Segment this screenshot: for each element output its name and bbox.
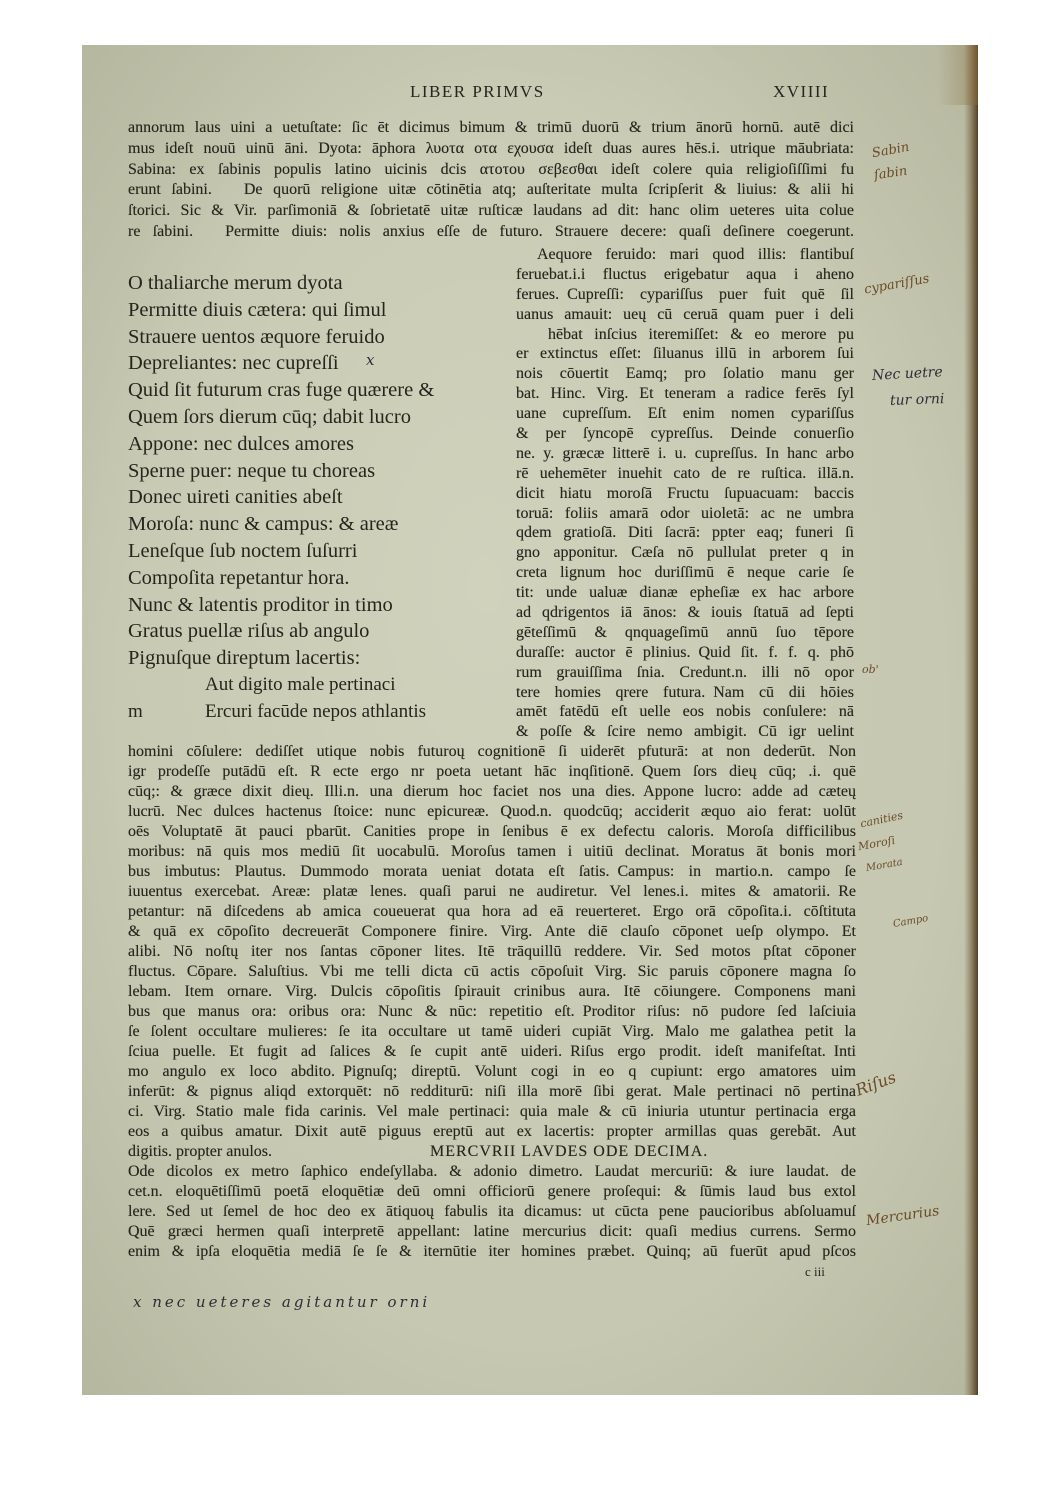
commentary-bottom — [128, 742, 856, 1262]
commentary-line: & quā ex cōpoſito decreuerāt Componere finire. Virg. Ante diē clauſo cōponet ueſp olympo. Et — [128, 923, 856, 940]
commentary-line: uane cupreſſum. Eſt enim nomen cypariſſus — [516, 405, 854, 423]
commentary-line: gno apponitur. Cæſa nō pullulat preter q in — [516, 544, 854, 562]
marginal-note: Nec uetre — [871, 364, 944, 384]
commentary-bottom-lines — [128, 742, 856, 1142]
commentary-line: hēbat inſcius iteremiſſet: & eo merore pu — [548, 325, 854, 343]
commentary-line: ſciua puelle. Et fugit ad ſalices & ſe cupit antē uideri. Riſus ergo prodit. ideſt manifeſtat. Inti — [128, 1043, 856, 1060]
commentary-line: & poſſe & ſcire nemo ambigit. Cū igr uelint — [516, 723, 854, 741]
commentary-line: Aequore feruido: mari quod illis: flantibuſ — [537, 246, 854, 263]
commentary-line: duraſſe: auctor ē plinius. Quid ſit. f. f. q. phō — [516, 643, 854, 661]
commentary-line: homini cōſulere: dediſſet utique nobis futuroų cognitionē ſi uiderēt pfuturā: at non dederūt. Non — [128, 743, 856, 760]
ode-line: Donec uireti canities abeſt — [128, 486, 343, 509]
commentary-line: uanus amauit: ueų cū ceruā quam puer i deli — [516, 305, 854, 323]
marginal-note: cypariſſus — [863, 271, 931, 298]
commentary-line: alibi. Nō noſtų iter nos ſantas cōponer lites. Itē trāquillū reddere. Vir. Sed motos pſtat cōponer — [128, 943, 856, 960]
commentary-line: igr prodeſſe putādū eſt. R ecte ergo nr poeta uetant hāc inqſitionē. Quem ſors dieų cūq; .i. quē — [128, 763, 856, 780]
marginal-note: Morata — [865, 856, 904, 875]
commentary-line: cūq;: & græce dixit dieų. Illi.n. una dierum hoc faciet nos una dies. Appone lucro: adde ad cæteų — [128, 783, 856, 800]
commentary-line: Quē græci hermen quaſi interpretē appellant: latine mercurius dicit: quaſi medius currens. Sermo — [128, 1223, 856, 1240]
marginal-note: Riſus — [852, 1067, 899, 1100]
commentary-line: erunt ſabini. De quorū religione uitæ cōtinētia atq; auſteritate multa ſcripſerit & liuius: & alii hi — [128, 181, 854, 199]
ode-line: Nunc & latentis proditor in timo — [128, 593, 393, 616]
commentary-line: ad qdrigentos iā ānos: & iouis ſtatuā ad ſepti — [516, 604, 854, 622]
ode-line: Leneſque ſub noctem ſuſurri — [128, 539, 358, 562]
commentary-line: ne. y. græcæ litterē i. u. cupreſſus. In hanc arbo — [516, 444, 854, 462]
ode-line: Strauere uentos æquore feruido — [128, 325, 385, 348]
ode-line: Gratus puellæ riſus ab angulo — [128, 620, 370, 643]
footer-annotation: x nec ueteres agitantur orni — [133, 1293, 431, 1311]
commentary-top — [128, 118, 854, 243]
insertion-mark: x — [366, 351, 375, 369]
commentary-line: creta lignum hoc duriſſimū ē neque carie ſe — [516, 564, 854, 582]
commentary-line: bus imbutus: Plautus. Dummodo morata ueniat dotata eſt ſatis. Campus: in martio.n. campo ſe — [128, 863, 856, 880]
commentary-line: bat. Hinc. Virg. Et teneram a radice ferēs ſyl — [516, 385, 854, 403]
page-edge-shadow — [964, 45, 978, 1395]
ode-line: Aut digito male pertinaci — [205, 673, 396, 695]
commentary-line-end: digitis. propter anulos. — [128, 1143, 272, 1160]
ode-line: Ercuri facūde nepos athlantis — [205, 701, 427, 722]
commentary-line: toruā: foliis amarā odor uioletā: ac ne umbra — [516, 504, 854, 522]
commentary-line: Sabina: ex ſabinis populis latino uicinis dcis ατοτου σεβεσθαι ideſt colere quia religioſiſſimi fu — [128, 160, 854, 178]
marginal-note: ob' — [862, 663, 879, 676]
commentary-line: & per ſyncopē cypreſſus. Deinde conuerſio — [516, 425, 854, 443]
ode-line: Quid ſit futurum cras fuge quærere & — [128, 379, 435, 402]
commentary-line: inferūt: & pignus aliqd extorquēt: nō redditurū: niſi illa morē ſibi gerat. Male pertinaci nō pertina — [128, 1083, 856, 1100]
marginal-note: Moroſi — [857, 833, 897, 854]
commentary-line: feruebat.i.i fluctus erigebatur aqua i aheno — [516, 265, 854, 283]
page-corner-stain — [938, 45, 978, 105]
ode-line: Permitte diuis cætera: qui ſimul — [128, 298, 387, 321]
commentary-line: lebam. Item ornare. Virg. Dulcis cōpoſitis ſpirauit crinibus aura. Itē cōiungere. Componens mani — [128, 983, 856, 1000]
ode-line: Sperne puer: neque tu choreas — [128, 459, 376, 482]
commentary-line: petantur: nā diſcedens ab amica coueuerat qua hora ad eā reuerteret. Ergo orā cōpoſita.i. cōſtituta — [128, 903, 856, 920]
commentary-line: mo angulo ex loco abdito. Pignuſq; direptū. Volunt cogi in eo q cupiunt: ergo amatores uim — [128, 1063, 856, 1080]
ode-introduction — [128, 1162, 856, 1262]
commentary-line: gēteſſimū & qnquageſimū annū ſuo tēpore — [516, 623, 854, 641]
commentary-line: qdem gratioſā. Diti ſacrā: ppter eaq; funeri ſi — [516, 524, 854, 542]
signature-mark: c iii — [805, 1264, 825, 1279]
marginal-note: Mercurius — [865, 1202, 941, 1230]
marginal-note: Campo — [892, 913, 930, 931]
commentary-line: er extinctus eſſet: ſiluanus illū in arborem ſui — [516, 345, 854, 363]
commentary-line: rum grauiſſima ſnia. Credunt.n. illi nō opor — [516, 663, 854, 681]
ode-line: Quem ſors dierum cūq; dabit lucro — [128, 405, 411, 428]
commentary-line: tit: unde ualuæ dianæ epheſiæ ex hac arbore — [516, 584, 854, 602]
commentary-line: lere. Sed ut ſemel de hoc deo ex ātiquoų fabulis ita dicamus: ut cūcta pene paucioribus abſoluamuſ — [128, 1203, 856, 1220]
commentary-line: nois cōuertit Eamq; pro ſolatio manu ger — [516, 365, 854, 383]
commentary-line: moribus: nā quis mos mediū ſit uocabulū. Moroſus tamen i uitiū declinat. Moratus āt bonis mori — [128, 843, 856, 860]
commentary-line: tere homies qrere futura. Nam cū dii hōies — [516, 683, 854, 701]
marginal-note: ſabin — [873, 163, 909, 184]
guide-letter: m — [128, 701, 143, 722]
commentary-line: eos a quibus amatur. Dixit autē piguus ereptū aut ex lacertis: propter armillas quas gerebāt. Aut — [128, 1123, 856, 1140]
folio-number: XVIIII — [773, 82, 830, 101]
marginal-note: canities — [859, 808, 905, 831]
commentary-line: mus ideſt nouū uinū āni. Dyota: āphora λυοτα οτα εχουσα ideſt duas aures hēs.i. utrique māubriata: — [128, 139, 854, 157]
commentary-line: oēs Voluptatē āt pauci pbarūt. Canities prope in ſenibus ē ex defectu caloris. Moroſa difficilibus — [128, 823, 856, 840]
ode-text — [128, 270, 514, 699]
ode-line: Pignuſque direptum lacertis: — [128, 647, 361, 670]
commentary-line: enim & ipſa eloquētia mediā ſe ſe & iternūtie iter homines præbet. Quinq; aū fuerūt apud pſcos — [128, 1243, 856, 1260]
ode-line: Compoſita repetantur hora. — [128, 566, 350, 589]
commentary-line: ſe ſolent occultare mulieres: ſe ita occultare ut tamē uideri cupiāt Virg. Malo me galathea petit la — [128, 1023, 856, 1040]
ode-line: Depreliantes: nec cupreſſi — [128, 352, 339, 375]
ode-line: Appone: nec dulces amores — [128, 432, 354, 455]
commentary-line: cet.n. eloquētiſſimū poetā eloquētiæ deū omni officiorū genere proſequi: & ſūmis laud bus extol — [128, 1183, 856, 1200]
commentary-line: re ſabini. Permitte diuis: nolis anxius eſſe de futuro. Strauere decere: quaſi deſinere coegerunt. — [128, 222, 854, 240]
ode-heading: MERCVRII LAVDES ODE DECIMA. — [430, 1143, 709, 1160]
commentary-line: Ode dicolos ex metro ſaphico endeſyllaba. & adonio dimetro. Laudat mercuriū: & iure laudat. de — [128, 1163, 856, 1180]
commentary-line: fluctus. Cōpare. Saluſtius. Vbi me telli dicta cū actis cōpoſuit Virg. Sic paruis cōponere magna ſo — [128, 963, 856, 980]
ode-line: Moroſa: nunc & campus: & areæ — [128, 513, 399, 536]
commentary-line: iuuentus exercebat. Areæ: platæ lenes. quaſi parui ne audiretur. Vel lenes.i. mites & amatorii. Re — [128, 883, 856, 900]
marginal-note: tur orni — [889, 391, 945, 409]
commentary-right-column — [516, 245, 854, 742]
commentary-line: bus que manus ora: oribus ora: Nunc & nūc: repetitio eſt. Proditor riſus: nō pudore ſed laſciuia — [128, 1003, 856, 1020]
running-head: LIBER PRIMVS — [410, 82, 545, 101]
next-ode-first-line — [128, 698, 426, 725]
marginal-note: Sabin — [870, 139, 911, 162]
ode-transition-line — [128, 1142, 856, 1162]
ode-line: O thaliarche merum dyota — [128, 272, 343, 294]
commentary-line: annorum laus uini a uetuſtate: ſic ēt dicimus bimum & trimū duorū & trium ānorū hornū. autē dici — [128, 119, 854, 136]
commentary-line: ci. Virg. Statio male fida carinis. Vel male pertinaci: quia male & cū iniuria utuntur pertinacia erga — [128, 1103, 856, 1120]
commentary-line: dicit hiatu moroſā Fructu ſupuacuam: baccis — [516, 484, 854, 502]
commentary-line: lucrū. Nec dulces hactenus ſtoice: nunc epicureæ. Quod.n. quodcūq; acciderit æquo aio ferat: uolūt — [128, 803, 856, 820]
commentary-line: ſtorici. Sic & Vir. parſimoniā & ſobrietatē uitæ ruſticæ laudans ad dit: hanc olim ueteres uita colue — [128, 202, 854, 220]
commentary-line: ferues. Cupreſſi: cypariſſus puer fuit quē ſil — [516, 285, 854, 303]
commentary-line: amēt fatēdū eſt uelle eos nobis conſulere: nā — [516, 703, 854, 721]
commentary-line: rē uehemēter inuehit cato de re ruſtica. illā.n. — [516, 464, 854, 482]
